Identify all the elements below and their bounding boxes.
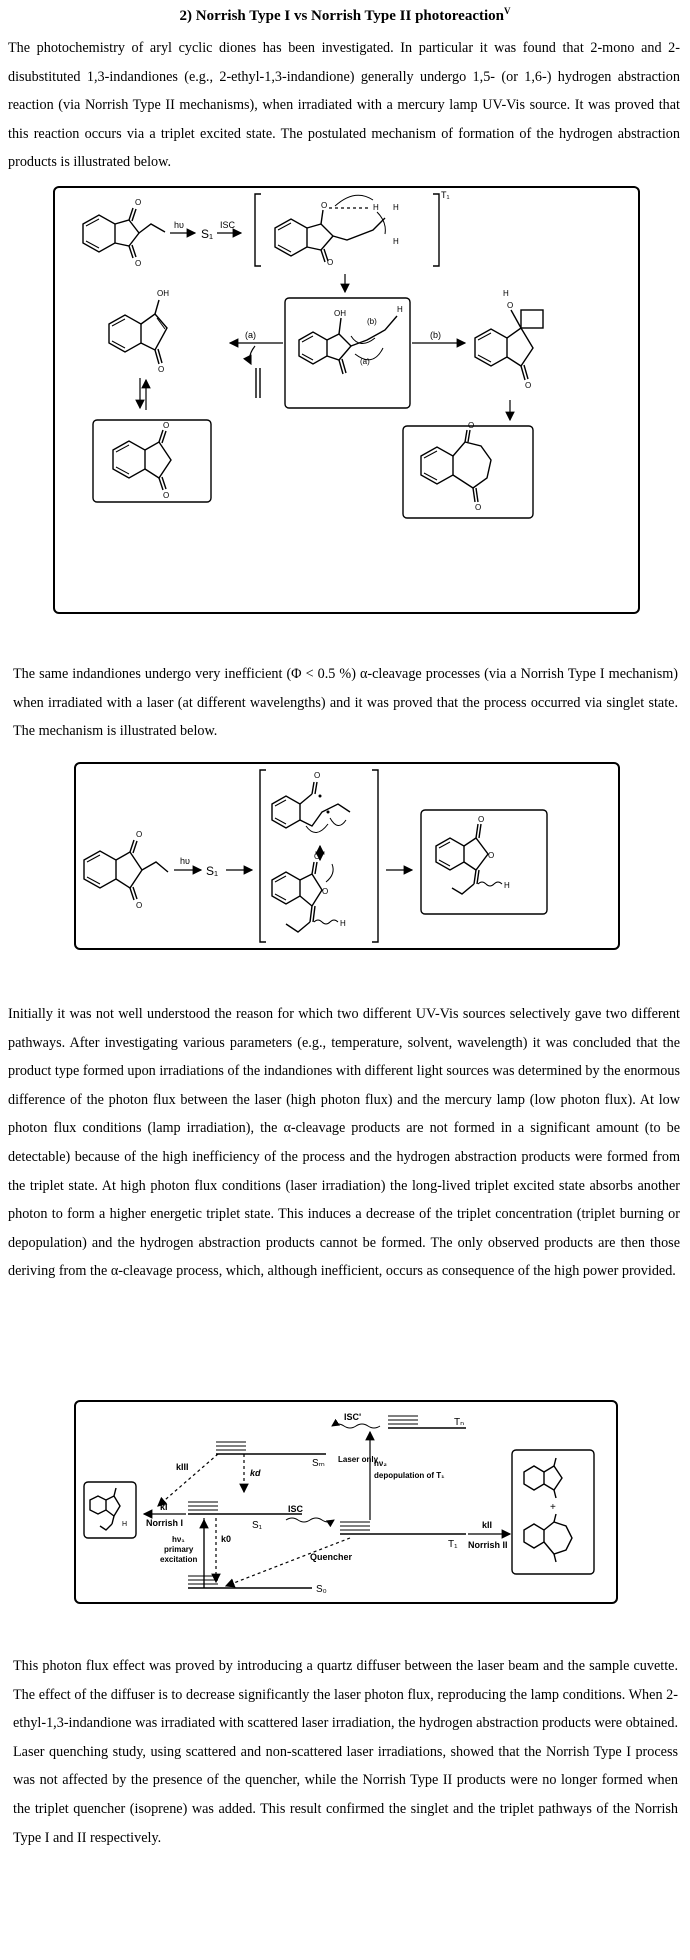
- label-kd: kd: [250, 1468, 261, 1478]
- label-hv2: hν₂: [374, 1459, 387, 1468]
- label-sm: Sₘ: [312, 1458, 325, 1469]
- indandione-product-box: [93, 420, 211, 502]
- label-h-abstracted: H: [373, 203, 379, 212]
- label-k0: k0: [221, 1534, 232, 1544]
- norrish-i-product-structure: [90, 1488, 127, 1530]
- level-t1: [340, 1522, 466, 1550]
- label-s0: S₀: [316, 1584, 327, 1595]
- paragraph-diffuser-experiment: This photon flux effect was proved by introducing a quartz diffuser between the laser beam and the sample cuvette. The effect of the diffuser is to decrease significantly the laser photon flux, reproducing the lamp conditions. When 2-ethyl-1,3-indandione was irradiated with scattered laser irradiation, the hydrogen abstraction products were obtained. Laser quenching study, using scattered and non-scattered laser irradiations, showed that the Norrish Type I process was not affected by the presence of the quencher, while the Norrish Type II products were no longer formed when the triplet quencher (isoprene) was added. This result confirmed the singlet and the triplet pathways of the Norrish Type I and II respectively.: [13, 1658, 678, 1846]
- section-title: [0, 6, 690, 25]
- svg-text:O: O: [507, 301, 514, 310]
- enol-indanone-structure: [109, 289, 169, 374]
- isc-wavy-arrow: [286, 1518, 334, 1522]
- level-s1: [188, 1502, 302, 1531]
- svg-text:O: O: [135, 198, 142, 207]
- label-o-enol: O: [158, 365, 165, 374]
- quencher-arrow: [226, 1538, 350, 1586]
- indandione-product-structure: [113, 421, 171, 500]
- label-t1: T₁: [441, 190, 450, 200]
- triplet-intermediate: [255, 190, 450, 267]
- svg-text:O: O: [525, 381, 532, 390]
- svg-text:O: O: [163, 421, 170, 430]
- svg-text:H: H: [503, 289, 509, 298]
- paragraph-photon-flux: Initially it was not well understood the reason for which two different UV-Vis sources selectively gave two different pathways. After investigating various parameters (e.g., temperature, solvent, wavelength) it was concluded that the product type formed upon irradiations of the indandiones with different light sources was determined by the enormous difference of the photon flux between the laser (high photon flux) and the mercury lamp (low photon flux). At low photon flux conditions (lamp irradiation), the α-cleavage products are not formed in a significant amount (to be detectable) because of the high inefficiency of the process and the hydrogen abstraction products were formed from the triplet state. At high photon flux conditions (laser irradiation) the long-lived triplet excited state absorbs another photon to form a higher energetic triplet state. This induces a decrease of the triplet concentration (triplet burning or depopulation) and the hydrogen abstraction products cannot be formed. The only observed products are then those deriving from the α-cleavage process, which, although inefficient, occurs as consequence of the high power provided.: [8, 1006, 680, 1280]
- scheme-norrish-type-ii-drawing: [55, 188, 638, 612]
- svg-text:OH: OH: [334, 309, 346, 318]
- label-laser-only: Laser only: [338, 1455, 379, 1464]
- label-h-intermediate: H: [340, 919, 346, 928]
- label-norrish-ii: Norrish II: [468, 1540, 508, 1550]
- label-tn: Tₙ: [454, 1417, 465, 1428]
- label-hv: hυ: [174, 220, 184, 230]
- lactone-product-box: [421, 810, 547, 914]
- level-s0: [188, 1576, 327, 1595]
- label-hv1: hν₁: [172, 1535, 185, 1544]
- svg-text:O: O: [322, 887, 329, 896]
- label-h-3: H: [393, 237, 399, 246]
- jablonski-diagram: [74, 1400, 618, 1604]
- label-oh: OH: [157, 289, 169, 298]
- benzocycloheptenedione-structure: [421, 421, 491, 512]
- indandione-start-structure: [83, 198, 165, 268]
- label-hv-2: hυ: [180, 856, 190, 866]
- label-s1-diagram: S₁: [252, 1520, 263, 1531]
- title-text: 2) Norrish Type I vs Norrish Type II photoreaction: [179, 8, 504, 24]
- svg-text:O: O: [327, 258, 334, 267]
- label-h-product: H: [504, 881, 510, 890]
- scheme-norrish-type-ii: [53, 186, 640, 614]
- scheme-norrish-type-i-drawing: [76, 764, 618, 948]
- label-h-2: H: [393, 203, 399, 212]
- alkylidene-phthalide-structure: [436, 815, 510, 894]
- scheme-norrish-type-i: [74, 762, 620, 950]
- isc-prime-wavy-arrow: [332, 1424, 380, 1428]
- jablonski-diagram-drawing: [76, 1402, 616, 1602]
- svg-text:O: O: [136, 830, 143, 839]
- biradical-structure: [299, 305, 403, 374]
- label-primary: primary: [164, 1545, 194, 1554]
- level-sm: [216, 1442, 326, 1469]
- paragraph-norrish-type-i: The same indandiones undergo very inefficient (Φ < 0.5 %) α-cleavage processes (via a Norrish Type I mechanism) when irradiated with a laser (at different wavelengths) and it was proved that the process occurred via singlet state. The mechanism is illustrated below.: [13, 666, 678, 740]
- level-tn: [388, 1416, 466, 1428]
- label-isc-diagram: ISC: [288, 1504, 304, 1514]
- label-depopulation: depopulation of T₁: [374, 1471, 445, 1480]
- svg-text:O: O: [136, 901, 143, 910]
- label-o-acyl: O: [314, 771, 321, 780]
- label-path-b: (b): [430, 330, 441, 340]
- label-ki: kI: [160, 1502, 168, 1512]
- biradical-box: [285, 298, 410, 408]
- svg-text:O: O: [468, 421, 475, 430]
- label-quencher: Quencher: [310, 1552, 353, 1562]
- svg-text:O: O: [478, 815, 485, 824]
- singlet-intermediate: [260, 770, 378, 942]
- label-o-radical: O: [321, 201, 328, 210]
- norrish-i-product-box: [84, 1482, 136, 1538]
- label-path-a: (a): [245, 330, 256, 340]
- label-kii: kII: [482, 1520, 493, 1530]
- label-s1-2: S₁: [206, 864, 219, 878]
- label-h-methyl: H: [397, 305, 403, 314]
- label-norrish-i: Norrish I: [146, 1518, 184, 1528]
- label-t1-diagram: T₁: [448, 1539, 458, 1550]
- paragraph-intro: The photochemistry of aryl cyclic diones has been investigated. In particular it was found that 2-mono and 2-disubstituted 1,3-indandiones (e.g., 2-ethyl-1,3-indandione) generally undergo 1,5- (or 1,6-) hydrogen abstraction reaction (via Norrish Type II mechanisms), when irradiated with a mercury lamp UV-Vis source. It was proved that this reaction occurs via a triplet excited state. The postulated mechanism of formation of the hydrogen abstraction products is illustrated below.: [8, 40, 680, 171]
- svg-text:O: O: [488, 851, 495, 860]
- svg-text:O: O: [135, 259, 142, 268]
- label-plus: +: [550, 1502, 556, 1513]
- title-superscript: V: [503, 6, 511, 16]
- svg-text:O: O: [163, 491, 170, 500]
- label-path-b-inner: (b): [367, 317, 377, 326]
- svg-text:O: O: [475, 503, 482, 512]
- svg-text:O: O: [314, 852, 321, 861]
- label-excitation: excitation: [160, 1555, 198, 1564]
- label-isc-prime: ISC': [344, 1412, 362, 1422]
- label-kiii: kIII: [176, 1462, 189, 1472]
- indandione-start-structure-2: [84, 830, 168, 910]
- label-s1: S₁: [201, 227, 214, 241]
- label-path-a-inner: (a): [360, 357, 370, 366]
- label-isc: ISC: [220, 220, 236, 230]
- norrish-ii-products-structures: [524, 1458, 572, 1562]
- label-h-norrish-i: H: [122, 1521, 128, 1528]
- cyclobutanol-structure: [475, 289, 543, 390]
